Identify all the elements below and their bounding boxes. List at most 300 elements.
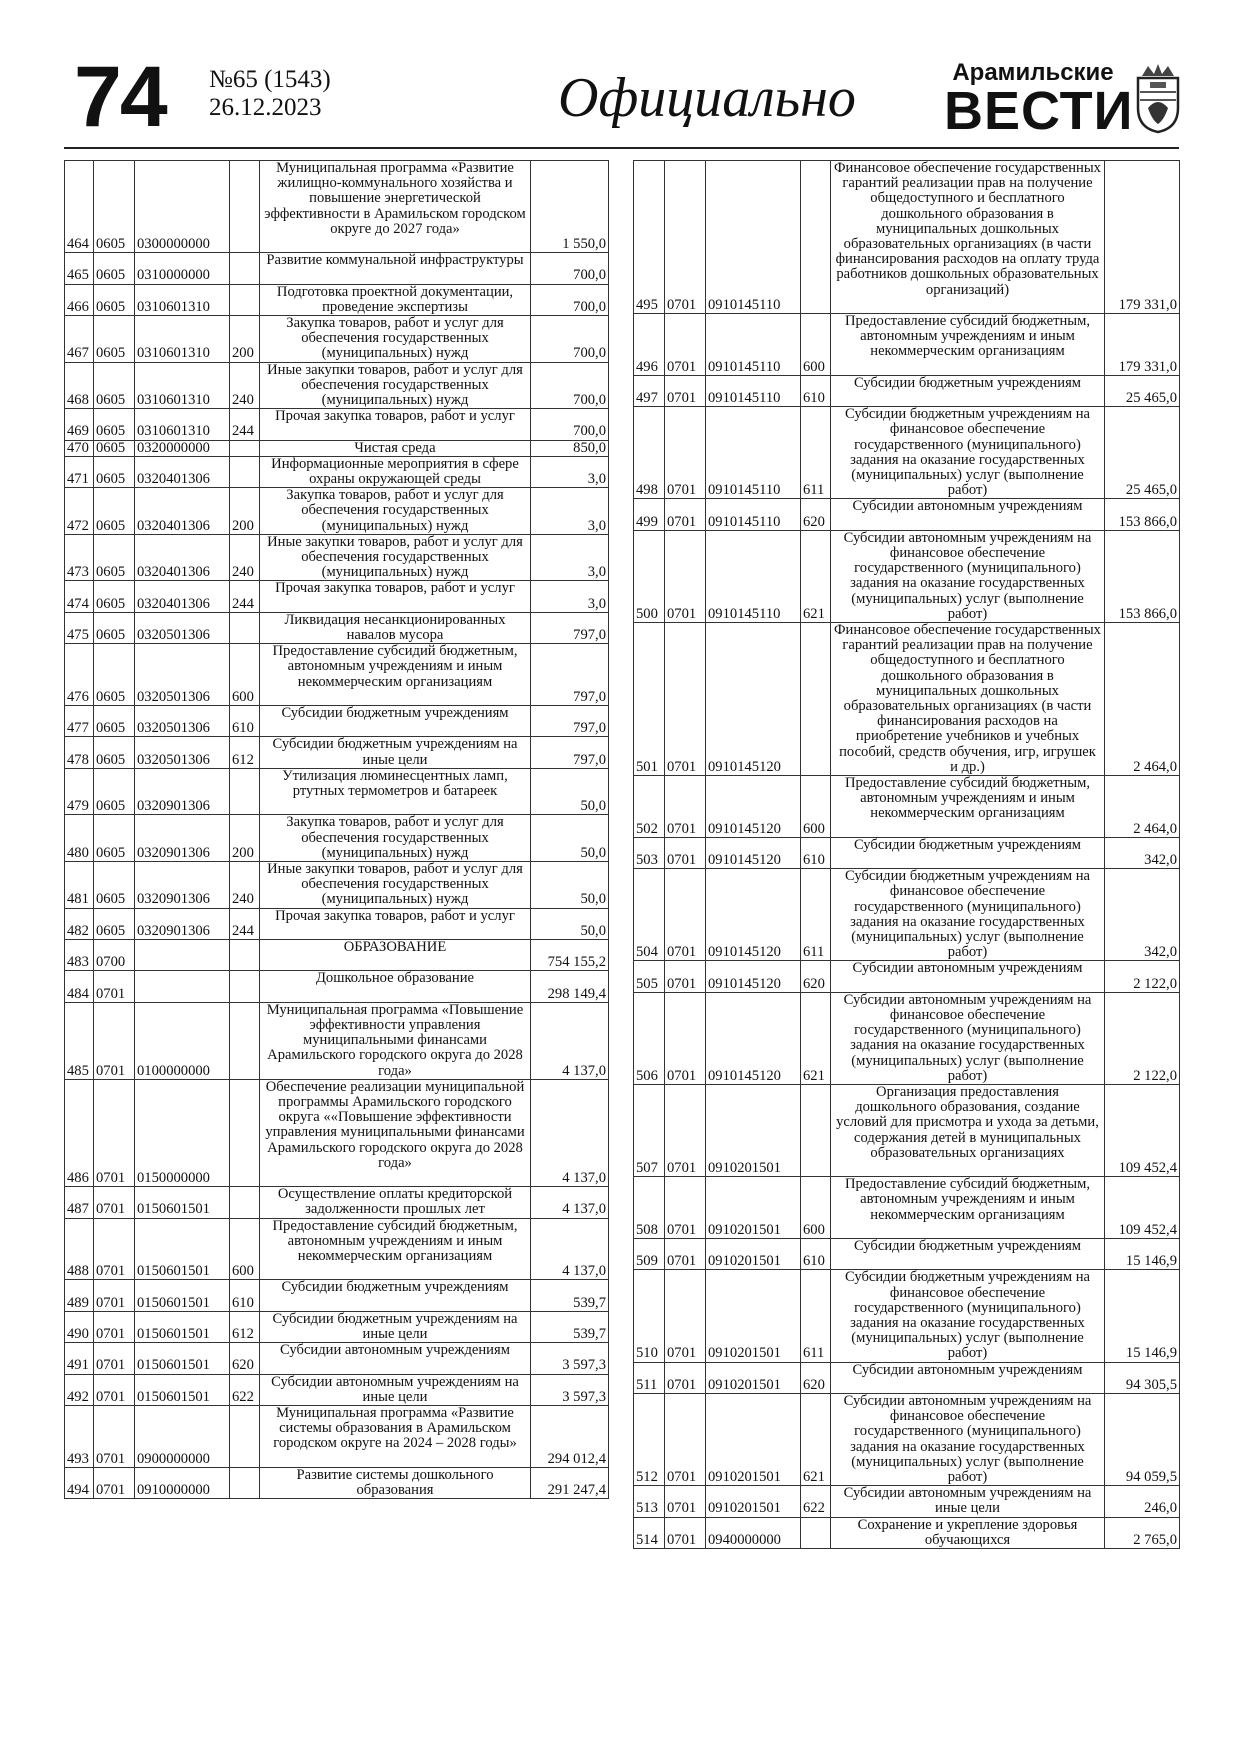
expense-type: 621 (801, 1394, 831, 1486)
table-row (634, 1486, 1180, 1517)
section-title: Официально (558, 67, 856, 129)
row-number: 464 (65, 161, 94, 253)
table-row (65, 1218, 609, 1280)
amount: 3,0 (531, 581, 609, 612)
expense-type (230, 768, 260, 815)
section-code: 0701 (665, 837, 706, 868)
table-row (634, 961, 1180, 992)
expense-type: 240 (230, 862, 260, 909)
row-number: 507 (634, 1085, 665, 1177)
target-code: 0910201501 (706, 1085, 801, 1177)
table-row (65, 612, 609, 643)
expense-type: 610 (230, 706, 260, 737)
row-number: 467 (65, 315, 94, 362)
expense-type: 620 (230, 1343, 260, 1374)
table-row (65, 1406, 609, 1468)
expense-type: 200 (230, 815, 260, 862)
target-code: 0320501306 (135, 706, 230, 737)
table-row (634, 837, 1180, 868)
amount: 2 122,0 (1105, 961, 1180, 992)
amount: 539,7 (531, 1311, 609, 1342)
item-description: Муниципальная программа «Развитие системы образования в Арамильском городском округе на 2024 – 2028 годы» (260, 1406, 531, 1468)
section-code: 0701 (94, 1311, 135, 1342)
amount: 850,0 (531, 440, 609, 456)
expense-type: 244 (230, 409, 260, 440)
section-code: 0701 (94, 971, 135, 1002)
row-number: 511 (634, 1362, 665, 1393)
table-row (634, 161, 1180, 314)
expense-type: 620 (801, 499, 831, 530)
section-code: 0701 (665, 1239, 706, 1270)
section-code: 0605 (94, 315, 135, 362)
target-code: 0320401306 (135, 581, 230, 612)
row-number: 479 (65, 768, 94, 815)
target-code: 0150000000 (135, 1079, 230, 1186)
amount: 15 146,9 (1105, 1239, 1180, 1270)
section-code: 0701 (665, 1362, 706, 1393)
row-number: 503 (634, 837, 665, 868)
target-code: 0310601310 (135, 284, 230, 315)
row-number: 478 (65, 737, 94, 768)
header-rule (64, 147, 1179, 149)
item-description: Субсидии автономным учреждениям (831, 499, 1105, 530)
target-code: 0320401306 (135, 534, 230, 581)
section-code: 0701 (665, 499, 706, 530)
expense-type (230, 971, 260, 1002)
amount: 109 452,4 (1105, 1085, 1180, 1177)
expense-type (801, 623, 831, 776)
coat-of-arms-icon (1134, 62, 1182, 134)
item-description: Предоставление субсидий бюджетным, автономным учреждениям и иным некоммерческим организациям (831, 314, 1105, 376)
table-row (65, 1002, 609, 1079)
table-row (634, 869, 1180, 961)
target-code: 0150601501 (135, 1218, 230, 1280)
row-number: 505 (634, 961, 665, 992)
target-code: 0910201501 (706, 1270, 801, 1362)
table-row (634, 1085, 1180, 1177)
item-description: Иные закупки товаров, работ и услуг для обеспечения государственных (муниципальных) нужд (260, 534, 531, 581)
table-row (65, 1187, 609, 1218)
expense-type (230, 284, 260, 315)
table-row (65, 409, 609, 440)
target-code: 0320901306 (135, 862, 230, 909)
item-description: Субсидии автономным учреждениям на финансовое обеспечение государственного (муниципального) задания на оказание государственных (муниципальных) услуг (выполнение работ) (831, 992, 1105, 1084)
row-number: 500 (634, 530, 665, 622)
section-code: 0701 (665, 961, 706, 992)
target-code: 0150601501 (135, 1280, 230, 1311)
item-description: Субсидии бюджетным учреждениям (831, 837, 1105, 868)
amount: 342,0 (1105, 837, 1180, 868)
table-row (65, 644, 609, 706)
table-row (634, 776, 1180, 838)
item-description: Субсидии бюджетным учреждениям на финансовое обеспечение государственного (муниципального) задания на оказание государственных (муниципальных) услуг (выполнение работ) (831, 1270, 1105, 1362)
expense-type (230, 253, 260, 284)
table-row (65, 1374, 609, 1405)
target-code: 0940000000 (706, 1517, 801, 1548)
amount: 50,0 (531, 862, 609, 909)
table-row (65, 768, 609, 815)
section-code: 0701 (94, 1467, 135, 1498)
row-number: 494 (65, 1467, 94, 1498)
target-code: 0910145110 (706, 161, 801, 314)
issue-date: 26.12.2023 (209, 94, 322, 121)
section-code: 0701 (665, 1394, 706, 1486)
expense-type: 200 (230, 315, 260, 362)
row-number: 508 (634, 1177, 665, 1239)
section-code: 0605 (94, 456, 135, 487)
section-code: 0605 (94, 581, 135, 612)
section-code: 0605 (94, 488, 135, 535)
item-description: Финансовое обеспечение государственных гарантий реализации прав на получение общедоступного и бесплатного дошкольного образования в муниципальных дошкольных образовательных организациях (в части финансирования расходов на приобретение учебников и учебных пособий, средств обучения, игр, игрушек и др.) (831, 623, 1105, 776)
item-description: Субсидии автономным учреждениям на иные цели (831, 1486, 1105, 1517)
row-number: 482 (65, 908, 94, 939)
row-number: 474 (65, 581, 94, 612)
table-row (634, 499, 1180, 530)
target-code: 0320501306 (135, 612, 230, 643)
item-description: Субсидии бюджетным учреждениям (260, 1280, 531, 1311)
expense-type: 600 (801, 314, 831, 376)
logo-top-text: Арамильские (952, 59, 1114, 86)
row-number: 514 (634, 1517, 665, 1548)
item-description: Прочая закупка товаров, работ и услуг (260, 409, 531, 440)
target-code (135, 940, 230, 971)
row-number: 483 (65, 940, 94, 971)
row-number: 498 (634, 407, 665, 499)
item-description: Субсидии бюджетным учреждениям (260, 706, 531, 737)
amount: 797,0 (531, 644, 609, 706)
row-number: 484 (65, 971, 94, 1002)
target-code: 0900000000 (135, 1406, 230, 1468)
item-description: Предоставление субсидий бюджетным, автономным учреждениям и иным некоммерческим организациям (260, 644, 531, 706)
table-row (65, 315, 609, 362)
section-code: 0701 (665, 161, 706, 314)
section-code: 0701 (665, 1270, 706, 1362)
item-description: Предоставление субсидий бюджетным, автономным учреждениям и иным некоммерческим организациям (831, 776, 1105, 838)
item-description: Субсидии бюджетным учреждениям на иные цели (260, 737, 531, 768)
row-number: 497 (634, 375, 665, 406)
amount: 754 155,2 (531, 940, 609, 971)
target-code: 0150601501 (135, 1374, 230, 1405)
target-code: 0320901306 (135, 908, 230, 939)
table-row (634, 1394, 1180, 1486)
item-description: Предоставление субсидий бюджетным, автономным учреждениям и иным некоммерческим организациям (260, 1218, 531, 1280)
section-code: 0701 (94, 1406, 135, 1468)
section-code: 0701 (665, 623, 706, 776)
target-code: 0320501306 (135, 644, 230, 706)
target-code: 0320501306 (135, 737, 230, 768)
table-row (65, 581, 609, 612)
target-code: 0310601310 (135, 315, 230, 362)
section-code: 0605 (94, 908, 135, 939)
amount: 4 137,0 (531, 1187, 609, 1218)
expense-type: 621 (801, 992, 831, 1084)
target-code: 0910201501 (706, 1239, 801, 1270)
table-row (65, 940, 609, 971)
section-code: 0701 (665, 530, 706, 622)
item-description: Иные закупки товаров, работ и услуг для обеспечения государственных (муниципальных) нужд (260, 362, 531, 409)
expense-type: 610 (801, 837, 831, 868)
target-code: 0320401306 (135, 456, 230, 487)
item-description: Муниципальная программа «Повышение эффективности управления муниципальными финансами Арамильского городского округа до 2028 года» (260, 1002, 531, 1079)
item-description: Субсидии автономным учреждениям на иные цели (260, 1374, 531, 1405)
section-code: 0701 (94, 1343, 135, 1374)
expense-type (230, 1079, 260, 1186)
target-code: 0910201501 (706, 1177, 801, 1239)
target-code: 0910145120 (706, 961, 801, 992)
row-number: 504 (634, 869, 665, 961)
amount: 25 465,0 (1105, 375, 1180, 406)
row-number: 506 (634, 992, 665, 1084)
item-description: Развитие коммунальной инфраструктуры (260, 253, 531, 284)
table-row (65, 815, 609, 862)
row-number: 472 (65, 488, 94, 535)
item-description: Субсидии автономным учреждениям (831, 1362, 1105, 1393)
expense-type: 611 (801, 407, 831, 499)
row-number: 501 (634, 623, 665, 776)
amount: 246,0 (1105, 1486, 1180, 1517)
target-code: 0150601501 (135, 1187, 230, 1218)
row-number: 491 (65, 1343, 94, 1374)
amount: 797,0 (531, 612, 609, 643)
table-row (634, 1362, 1180, 1393)
row-number: 492 (65, 1374, 94, 1405)
expense-type: 240 (230, 362, 260, 409)
section-code: 0700 (94, 940, 135, 971)
amount: 153 866,0 (1105, 530, 1180, 622)
section-code: 0701 (94, 1002, 135, 1079)
expense-type: 611 (801, 869, 831, 961)
amount: 2 464,0 (1105, 776, 1180, 838)
amount: 2 765,0 (1105, 1517, 1180, 1548)
row-number: 509 (634, 1239, 665, 1270)
item-description: Субсидии бюджетным учреждениям на финансовое обеспечение государственного (муниципального) задания на оказание государственных (муниципальных) услуг (выполнение работ) (831, 869, 1105, 961)
section-code: 0701 (94, 1374, 135, 1405)
section-code: 0701 (94, 1079, 135, 1186)
table-row (634, 1177, 1180, 1239)
amount: 797,0 (531, 706, 609, 737)
expense-type (230, 161, 260, 253)
table-row (65, 534, 609, 581)
table-row (65, 253, 609, 284)
section-code: 0605 (94, 362, 135, 409)
table-row (65, 1280, 609, 1311)
section-code: 0605 (94, 253, 135, 284)
amount: 3,0 (531, 488, 609, 535)
amount: 3,0 (531, 534, 609, 581)
table-row (634, 1270, 1180, 1362)
section-code: 0605 (94, 409, 135, 440)
amount: 2 464,0 (1105, 623, 1180, 776)
expense-type (801, 161, 831, 314)
item-description: Муниципальная программа «Развитие жилищно-коммунального хозяйства и повышение энергетической эффективности в Арамильском городском округе до 2027 года» (260, 161, 531, 253)
section-code: 0701 (665, 1486, 706, 1517)
section-code: 0701 (665, 1085, 706, 1177)
section-code: 0701 (665, 407, 706, 499)
table-row (65, 1343, 609, 1374)
amount: 797,0 (531, 737, 609, 768)
item-description: Информационные мероприятия в сфере охраны окружающей среды (260, 456, 531, 487)
amount: 4 137,0 (531, 1218, 609, 1280)
row-number: 487 (65, 1187, 94, 1218)
amount: 94 059,5 (1105, 1394, 1180, 1486)
item-description: Субсидии бюджетным учреждениям (831, 1239, 1105, 1270)
amount: 50,0 (531, 815, 609, 862)
row-number: 486 (65, 1079, 94, 1186)
amount: 50,0 (531, 908, 609, 939)
table-row (65, 862, 609, 909)
budget-table-left (64, 160, 609, 1499)
amount: 298 149,4 (531, 971, 609, 1002)
table-row (634, 407, 1180, 499)
row-number: 496 (634, 314, 665, 376)
section-code: 0605 (94, 862, 135, 909)
section-code: 0605 (94, 706, 135, 737)
item-description: Развитие системы дошкольного образования (260, 1467, 531, 1498)
item-description: Чистая среда (260, 440, 531, 456)
table-row (65, 161, 609, 253)
amount: 50,0 (531, 768, 609, 815)
table-row (65, 362, 609, 409)
page-number: 74 (74, 49, 166, 145)
amount: 109 452,4 (1105, 1177, 1180, 1239)
row-number: 480 (65, 815, 94, 862)
row-number: 490 (65, 1311, 94, 1342)
expense-type (230, 1187, 260, 1218)
row-number: 512 (634, 1394, 665, 1486)
issue-info (209, 66, 331, 122)
item-description: Осуществление оплаты кредиторской задолженности прошлых лет (260, 1187, 531, 1218)
item-description: Субсидии бюджетным учреждениям на иные цели (260, 1311, 531, 1342)
target-code: 0150601501 (135, 1343, 230, 1374)
expense-type (230, 1406, 260, 1468)
amount: 1 550,0 (531, 161, 609, 253)
section-code: 0701 (665, 776, 706, 838)
table-row (65, 706, 609, 737)
expense-type: 610 (230, 1280, 260, 1311)
expense-type: 621 (801, 530, 831, 622)
target-code: 0100000000 (135, 1002, 230, 1079)
section-code: 0701 (665, 992, 706, 1084)
expense-type: 600 (230, 1218, 260, 1280)
masthead (64, 49, 1179, 145)
row-number: 481 (65, 862, 94, 909)
item-description: Закупка товаров, работ и услуг для обеспечения государственных (муниципальных) нужд (260, 315, 531, 362)
expense-type (230, 440, 260, 456)
target-code: 0320901306 (135, 815, 230, 862)
budget-table-right (633, 160, 1180, 1549)
row-number: 489 (65, 1280, 94, 1311)
amount: 342,0 (1105, 869, 1180, 961)
expense-type (230, 612, 260, 643)
amount: 153 866,0 (1105, 499, 1180, 530)
row-number: 473 (65, 534, 94, 581)
item-description: Прочая закупка товаров, работ и услуг (260, 908, 531, 939)
target-code: 0910145110 (706, 314, 801, 376)
target-code: 0300000000 (135, 161, 230, 253)
expense-type (230, 1467, 260, 1498)
row-number: 477 (65, 706, 94, 737)
item-description: Субсидии автономным учреждениям (831, 961, 1105, 992)
target-code: 0320901306 (135, 768, 230, 815)
row-number: 465 (65, 253, 94, 284)
target-code: 0310000000 (135, 253, 230, 284)
target-code: 0910145120 (706, 837, 801, 868)
section-code: 0701 (665, 1177, 706, 1239)
row-number: 468 (65, 362, 94, 409)
amount: 700,0 (531, 284, 609, 315)
section-code: 0701 (665, 375, 706, 406)
expense-type (230, 940, 260, 971)
table-row (634, 1239, 1180, 1270)
section-code: 0605 (94, 644, 135, 706)
item-description: Субсидии бюджетным учреждениям на финансовое обеспечение государственного (муниципального) задания на оказание государственных (муниципальных) услуг (выполнение работ) (831, 407, 1105, 499)
item-description: Организация предоставления дошкольного образования, создание условий для присмотра и ухода за детьми, содержания детей в муниципальных образовательных организациях (831, 1085, 1105, 1177)
item-description: Субсидии автономным учреждениям (260, 1343, 531, 1374)
amount: 700,0 (531, 253, 609, 284)
expense-type: 612 (230, 1311, 260, 1342)
section-code: 0701 (94, 1218, 135, 1280)
expense-type: 244 (230, 908, 260, 939)
amount: 3 597,3 (531, 1374, 609, 1405)
amount: 4 137,0 (531, 1079, 609, 1186)
section-code: 0701 (665, 869, 706, 961)
expense-type: 600 (801, 1177, 831, 1239)
expense-type: 620 (801, 1362, 831, 1393)
target-code: 0910145110 (706, 530, 801, 622)
section-code: 0605 (94, 440, 135, 456)
newspaper-logo (944, 59, 1134, 141)
amount: 2 122,0 (1105, 992, 1180, 1084)
target-code: 0910000000 (135, 1467, 230, 1498)
item-description: Дошкольное образование (260, 971, 531, 1002)
amount: 700,0 (531, 362, 609, 409)
expense-type: 610 (801, 375, 831, 406)
target-code: 0910145120 (706, 776, 801, 838)
expense-type: 600 (230, 644, 260, 706)
amount: 15 146,9 (1105, 1270, 1180, 1362)
section-code: 0701 (94, 1187, 135, 1218)
item-description: Финансовое обеспечение государственных гарантий реализации прав на получение общедоступного и бесплатного дошкольного образования в муниципальных дошкольных образовательных организациях (в части финансирования расходов на оплату труда работников дошкольных образовательных организаций) (831, 161, 1105, 314)
section-code: 0605 (94, 737, 135, 768)
item-description: Утилизация люминесцентных ламп, ртутных термометров и батареек (260, 768, 531, 815)
row-number: 510 (634, 1270, 665, 1362)
section-code: 0701 (665, 314, 706, 376)
target-code: 0910145110 (706, 499, 801, 530)
amount: 25 465,0 (1105, 407, 1180, 499)
section-code: 0605 (94, 612, 135, 643)
table-row (634, 1517, 1180, 1548)
expense-type (801, 1085, 831, 1177)
item-description: Сохранение и укрепление здоровья обучающихся (831, 1517, 1105, 1548)
table-row (65, 456, 609, 487)
expense-type: 200 (230, 488, 260, 535)
expense-type (230, 456, 260, 487)
row-number: 476 (65, 644, 94, 706)
issue-number: №65 (1543) (209, 66, 331, 93)
item-description: Субсидии автономным учреждениям на финансовое обеспечение государственного (муниципального) задания на оказание государственных (муниципальных) услуг (выполнение работ) (831, 1394, 1105, 1486)
table-row (65, 737, 609, 768)
table-row (634, 530, 1180, 622)
amount: 3,0 (531, 456, 609, 487)
expense-type: 600 (801, 776, 831, 838)
target-code: 0320000000 (135, 440, 230, 456)
section-code: 0605 (94, 815, 135, 862)
target-code: 0910201501 (706, 1394, 801, 1486)
amount: 179 331,0 (1105, 161, 1180, 314)
item-description: Иные закупки товаров, работ и услуг для обеспечения государственных (муниципальных) нужд (260, 862, 531, 909)
expense-type: 610 (801, 1239, 831, 1270)
expense-type: 622 (801, 1486, 831, 1517)
